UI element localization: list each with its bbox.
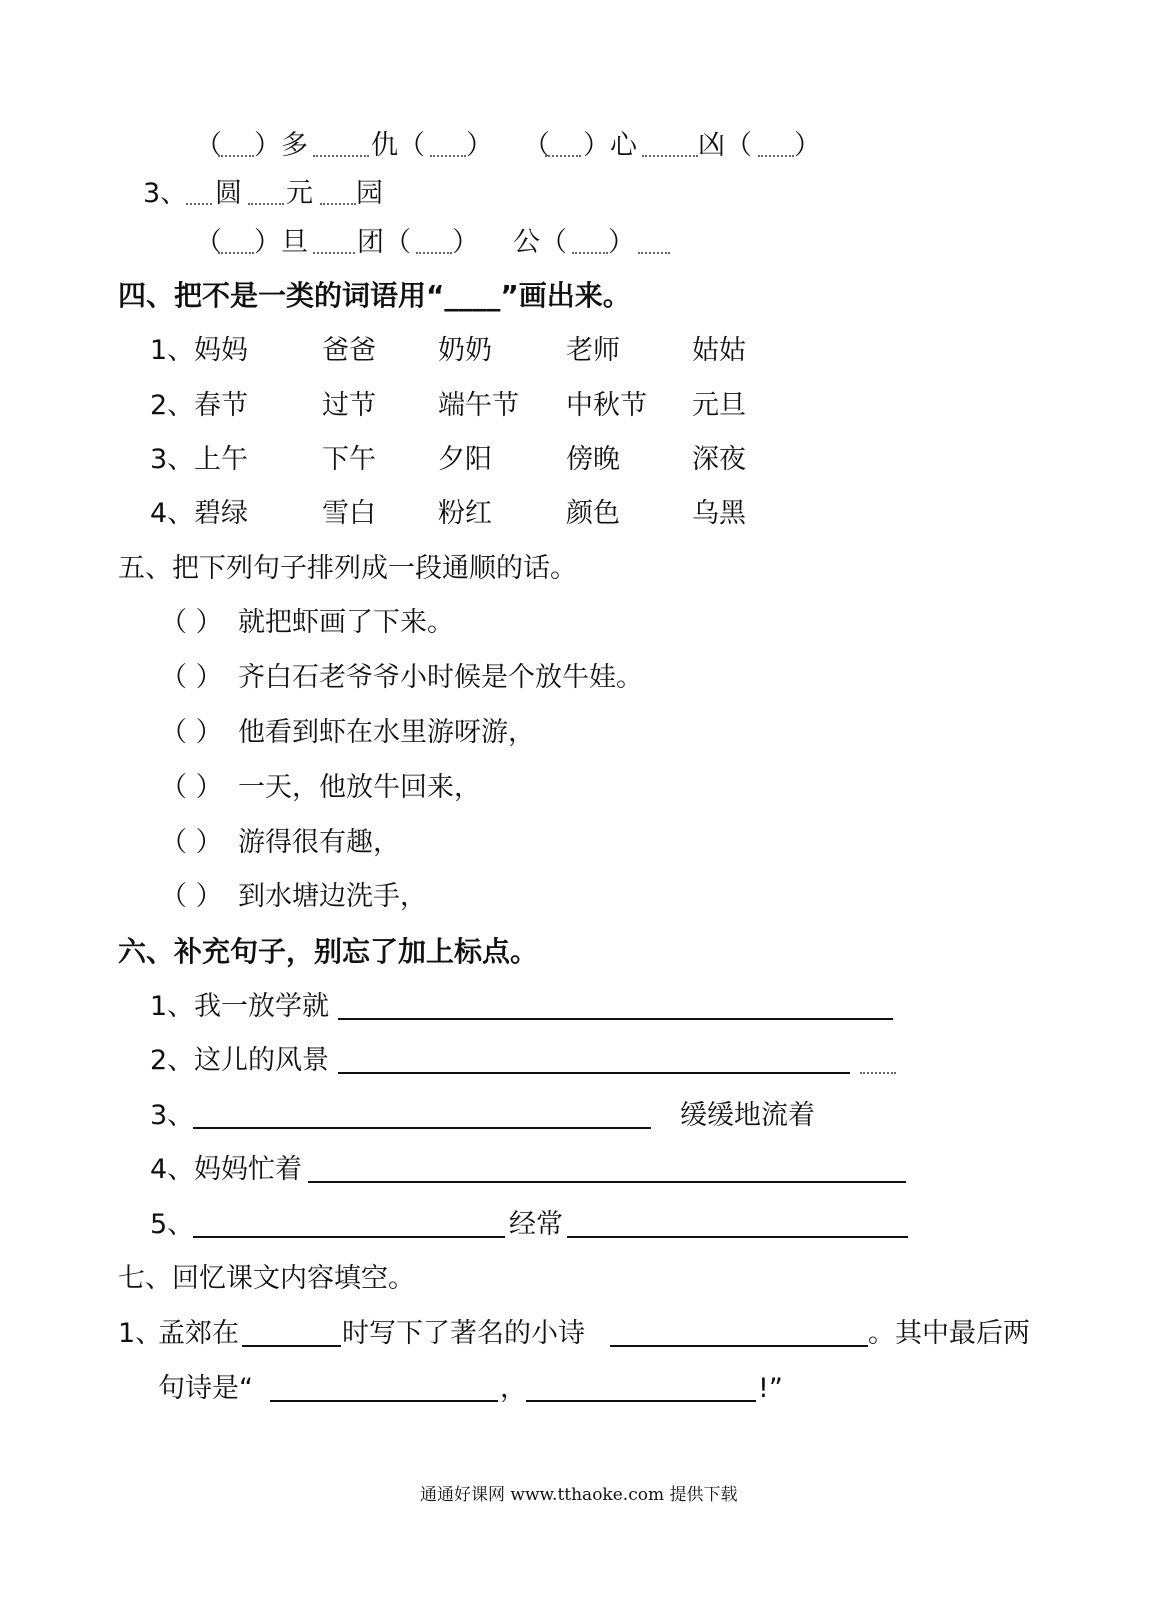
order-blank[interactable]: （ ）	[160, 607, 223, 638]
order-blank[interactable]: （ ）	[160, 717, 223, 748]
sentence-start: 妈妈忙着	[194, 1154, 302, 1185]
word-option[interactable]: 过节	[322, 390, 376, 421]
close-quote: !”	[758, 1373, 783, 1404]
sentence-middle: 经常	[509, 1209, 563, 1240]
paren-open: （	[195, 130, 222, 161]
fill-blank[interactable]	[416, 252, 452, 254]
word-option[interactable]: 颜色	[566, 498, 620, 529]
answer-line[interactable]	[610, 1345, 868, 1347]
paren-close: ）	[466, 130, 493, 161]
char-paren: 团（	[357, 227, 411, 258]
answer-line[interactable]	[567, 1236, 908, 1238]
sentence-start: 这儿的风景	[194, 1045, 329, 1076]
answer-line[interactable]	[270, 1400, 498, 1402]
word-option[interactable]: 下午	[322, 444, 376, 475]
item-number: 3、	[143, 178, 188, 209]
section-4-title: 四、把不是一类的词语用“____”画出来。	[118, 279, 631, 312]
order-blank[interactable]: （ ）	[160, 881, 223, 912]
section-7-title: 七、回忆课文内容填空。	[118, 1263, 415, 1294]
fill-blank[interactable]	[218, 252, 254, 254]
sentence: 游得很有趣，	[238, 827, 400, 858]
paren-close: ）	[608, 227, 635, 258]
paren-char: ）多	[254, 130, 308, 161]
dotted-spacer	[638, 252, 670, 254]
answer-line[interactable]	[242, 1345, 341, 1347]
word-option[interactable]: 妈妈	[194, 335, 248, 366]
paren-open: （	[523, 130, 550, 161]
paren-close: ）	[452, 227, 479, 258]
word-option[interactable]: 傍晚	[566, 444, 620, 475]
section-6-title: 六、补充句子，别忘了加上标点。	[118, 935, 539, 968]
word-option[interactable]: 深夜	[692, 444, 746, 475]
sentence: 到水塘边洗手，	[238, 881, 427, 912]
answer-line[interactable]	[193, 1236, 505, 1238]
item-number: 2、	[150, 1045, 195, 1076]
word-option[interactable]: 粉红	[438, 498, 492, 529]
paren-char: ）心	[583, 130, 637, 161]
char-option: 元	[286, 178, 313, 209]
item-number: 1、	[118, 1318, 163, 1349]
item-number: 5、	[150, 1209, 195, 1240]
sentence: 齐白石老爷爷小时候是个放牛娃。	[238, 662, 643, 693]
dotted-spacer	[642, 155, 698, 157]
word-option[interactable]: 中秋节	[566, 390, 647, 421]
item-number: 3、	[150, 1100, 195, 1131]
sentence-end: 缓缓地流着	[680, 1100, 815, 1131]
dotted-spacer	[860, 1072, 896, 1074]
fill-blank[interactable]	[758, 155, 794, 157]
word-option[interactable]: 元旦	[692, 390, 746, 421]
char-option: 园	[356, 178, 383, 209]
order-blank[interactable]: （ ）	[160, 827, 223, 858]
fill-blank[interactable]	[545, 155, 581, 157]
order-blank[interactable]: （ ）	[160, 772, 223, 803]
answer-line[interactable]	[338, 1018, 893, 1020]
comma: ，	[500, 1373, 527, 1404]
word-option[interactable]: 奶奶	[438, 335, 492, 366]
char-option: 圆	[215, 178, 242, 209]
word-option[interactable]: 碧绿	[194, 498, 248, 529]
paren-open: （	[195, 227, 222, 258]
item-number: 1、	[150, 335, 195, 366]
order-blank[interactable]: （ ）	[160, 662, 223, 693]
item-number: 3、	[150, 444, 195, 475]
paren-close: ）	[794, 130, 821, 161]
item-number: 4、	[150, 498, 195, 529]
sentence: 他看到虾在水里游呀游，	[238, 717, 535, 748]
dotted-spacer	[320, 203, 356, 205]
item-number: 1、	[150, 991, 195, 1022]
question-text: 孟郊在	[158, 1318, 239, 1349]
word-option[interactable]: 老师	[566, 335, 620, 366]
item-number: 4、	[150, 1154, 195, 1185]
word-option[interactable]: 爸爸	[322, 335, 376, 366]
question-text: 时写下了著名的小诗	[342, 1318, 585, 1349]
answer-line[interactable]	[338, 1072, 850, 1074]
word-option[interactable]: 春节	[194, 390, 248, 421]
question-text: 。其中最后两	[868, 1318, 1030, 1349]
word-option[interactable]: 乌黑	[692, 498, 746, 529]
footer-credit: 通通好课网 www.tthaoke.com 提供下载	[420, 1485, 738, 1505]
question-text: 句诗是“	[158, 1373, 253, 1404]
section-5-title: 五、把下列句子排列成一段通顺的话。	[118, 553, 577, 584]
fill-blank[interactable]	[572, 252, 608, 254]
word-option[interactable]: 雪白	[322, 498, 376, 529]
sentence-start: 我一放学就	[194, 991, 329, 1022]
answer-line[interactable]	[526, 1400, 756, 1402]
word-option[interactable]: 端午节	[438, 390, 519, 421]
answer-line[interactable]	[308, 1181, 906, 1183]
char-paren: 凶（	[698, 130, 752, 161]
dotted-spacer	[248, 203, 284, 205]
fill-blank[interactable]	[430, 155, 466, 157]
item-number: 2、	[150, 390, 195, 421]
dotted-spacer	[313, 252, 355, 254]
dotted-spacer	[313, 155, 369, 157]
word-option[interactable]: 夕阳	[438, 444, 492, 475]
answer-line[interactable]	[193, 1127, 651, 1129]
word-option[interactable]: 上午	[194, 444, 248, 475]
dotted-spacer	[186, 203, 212, 205]
sentence: 一天，他放牛回来，	[238, 772, 481, 803]
word-option[interactable]: 姑姑	[692, 335, 746, 366]
fill-blank[interactable]	[218, 155, 254, 157]
sentence: 就把虾画了下来。	[238, 607, 454, 638]
char-paren: 公（	[513, 227, 567, 258]
char-paren: 仇（	[371, 130, 425, 161]
paren-char: ）旦	[254, 227, 308, 258]
